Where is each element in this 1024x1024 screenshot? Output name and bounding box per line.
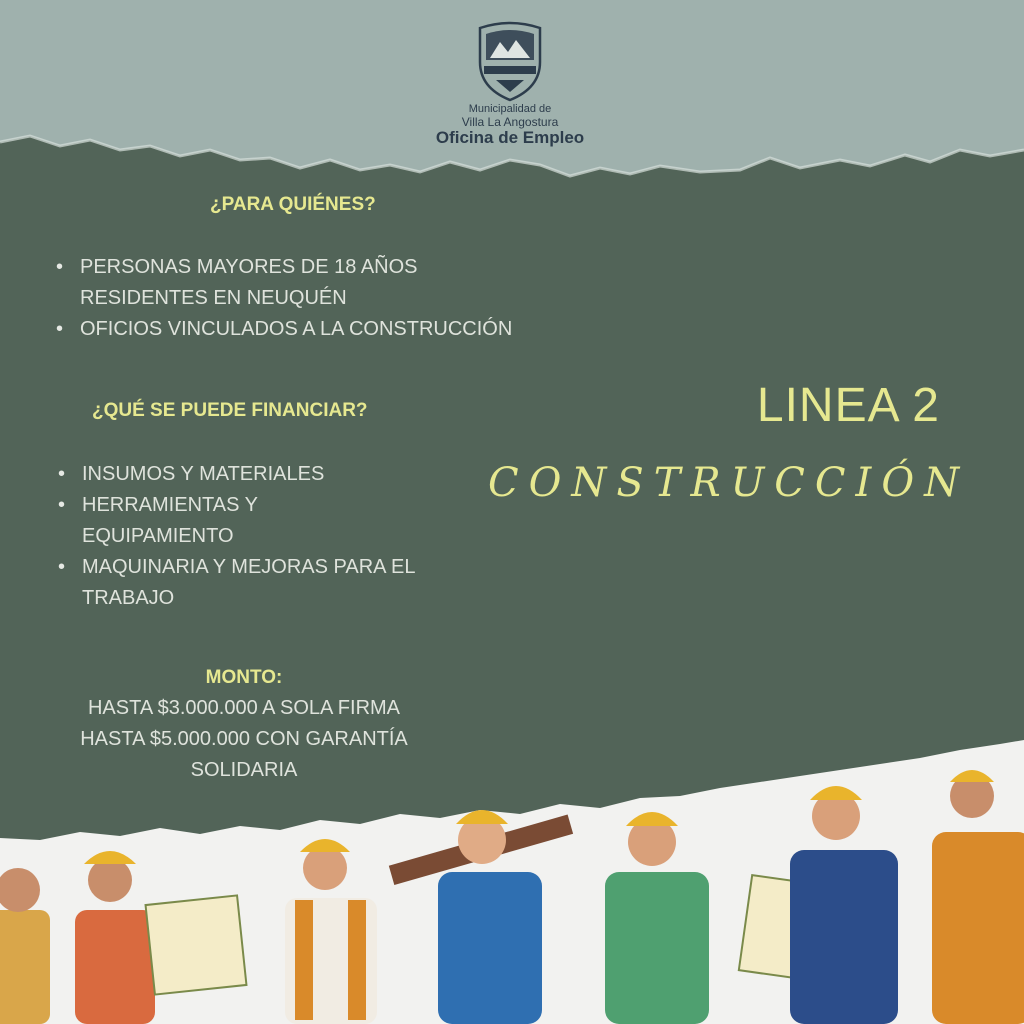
worker-1-icon (0, 868, 50, 1024)
logo-municipality: Municipalidad de (468, 103, 552, 115)
amount-heading: MONTO: (205, 667, 283, 688)
construction-workers-illustration (0, 760, 1024, 1024)
amount-line-3: SOLIDARIA (190, 759, 298, 781)
list-item: • INSUMOS Y MATERIALES (56, 459, 456, 490)
logo-town: Villa La Angostura (461, 114, 559, 129)
who-list (54, 252, 574, 345)
logo-text (410, 104, 610, 147)
line-title: LINEA 2 (756, 379, 940, 432)
what-list (56, 459, 456, 614)
list-item: • HERRAMIENTAS Y EQUIPAMIENTO (56, 490, 282, 552)
worker-7-icon (932, 770, 1024, 1024)
list-item: • MAQUINARIA Y MEJORAS PARA EL TRABAJO (56, 552, 454, 614)
amount-line-1: HASTA $3.000.000 A SOLA FIRMA (87, 697, 401, 719)
list-item: • PERSONAS MAYORES DE 18 AÑOS RESIDENTES EN NEUQUÉN (54, 252, 450, 314)
worker-3-icon (285, 839, 377, 1024)
logo-office: Oficina de Empleo (435, 128, 585, 148)
worker-5-icon (605, 812, 709, 1024)
worker-2-icon (75, 851, 246, 1024)
who-heading: ¿PARA QUIÉNES? (210, 194, 376, 215)
amount-line-2: HASTA $5.000.000 CON GARANTÍA (80, 728, 408, 750)
worker-4-icon (389, 810, 573, 1024)
category-title: CONSTRUCCIÓN (488, 460, 970, 506)
worker-6-icon (739, 786, 898, 1024)
what-heading: ¿QUÉ SE PUEDE FINANCIAR? (92, 400, 368, 421)
municipal-shield-icon (474, 18, 546, 102)
list-item: • OFICIOS VINCULADOS A LA CONSTRUCCIÓN (54, 314, 574, 345)
